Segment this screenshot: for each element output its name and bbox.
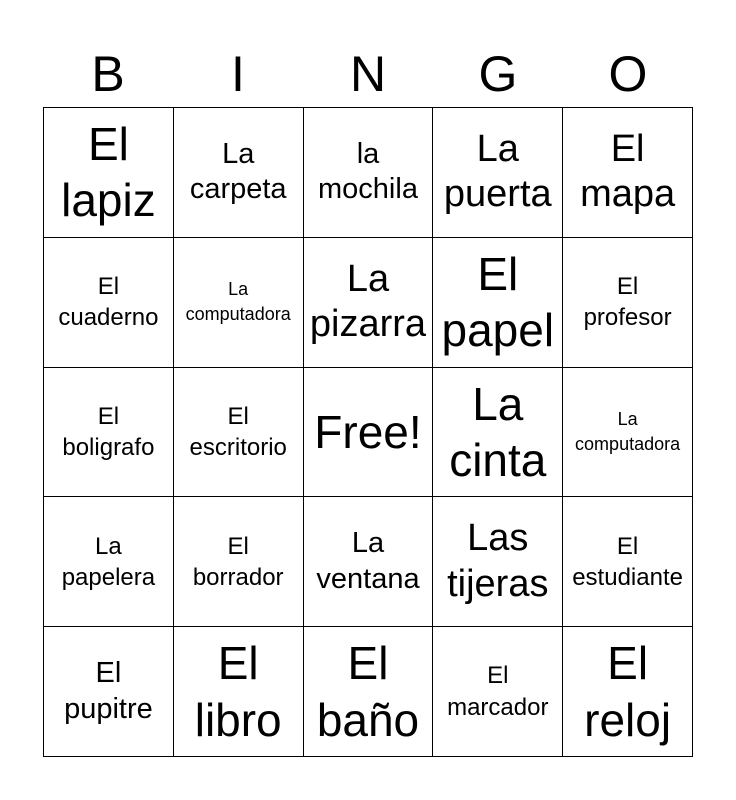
bingo-cell[interactable] — [304, 108, 434, 238]
cell-label: El baño — [316, 637, 420, 746]
cell-label: La computadora — [575, 408, 681, 454]
cell-label: El escritorio — [189, 402, 287, 461]
bingo-cell[interactable] — [44, 627, 174, 757]
cell-label: El lapiz — [61, 118, 156, 227]
cell-label: Free! — [314, 405, 422, 458]
bingo-cell[interactable] — [433, 108, 563, 238]
cell-label: La puerta — [443, 127, 552, 216]
free-space-cell[interactable] — [304, 368, 434, 498]
bingo-cell[interactable] — [174, 108, 304, 238]
bingo-cell[interactable] — [174, 497, 304, 627]
cell-label: la mochila — [318, 138, 418, 206]
cell-label: El papel — [441, 248, 555, 357]
bingo-cell[interactable] — [174, 627, 304, 757]
bingo-cell[interactable] — [174, 238, 304, 368]
header-letter-i: I — [231, 46, 245, 102]
cell-label: El pupitre — [64, 657, 153, 725]
cell-label: La ventana — [316, 527, 420, 595]
cell-label: El marcador — [447, 662, 549, 721]
cell-label: El reloj — [584, 637, 672, 746]
header-letter-b: B — [91, 46, 125, 102]
cell-label: El cuaderno — [58, 273, 159, 332]
bingo-header — [43, 40, 693, 108]
bingo-cell[interactable] — [563, 497, 693, 627]
bingo-cell[interactable] — [304, 627, 434, 757]
bingo-cell[interactable] — [304, 238, 434, 368]
bingo-cell[interactable] — [563, 368, 693, 498]
bingo-cell[interactable] — [44, 108, 174, 238]
cell-label: El boligrafo — [62, 402, 155, 461]
header-letter-n: N — [349, 46, 387, 102]
cell-label: El borrador — [192, 532, 284, 591]
cell-label: El profesor — [583, 273, 672, 332]
bingo-cell[interactable] — [433, 238, 563, 368]
bingo-cell[interactable] — [304, 497, 434, 627]
cell-label: La carpeta — [189, 138, 287, 206]
bingo-cell[interactable] — [174, 368, 304, 498]
cell-label: El estudiante — [572, 532, 683, 591]
cell-label: El libro — [194, 637, 282, 746]
bingo-cell[interactable] — [433, 497, 563, 627]
cell-label: El mapa — [580, 127, 676, 216]
bingo-cell[interactable] — [563, 627, 693, 757]
bingo-cell[interactable] — [433, 368, 563, 498]
bingo-cell[interactable] — [44, 497, 174, 627]
bingo-cell[interactable] — [433, 627, 563, 757]
bingo-cell[interactable] — [44, 368, 174, 498]
bingo-cell[interactable] — [563, 108, 693, 238]
header-letter-o: O — [608, 46, 648, 102]
cell-label: La computadora — [185, 279, 291, 325]
bingo-cell[interactable] — [563, 238, 693, 368]
header-letter-g: G — [478, 46, 518, 102]
cell-label: La pizarra — [309, 257, 427, 346]
bingo-cell[interactable] — [44, 238, 174, 368]
bingo-grid — [43, 107, 693, 757]
cell-label: La cinta — [449, 377, 547, 486]
cell-label: La papelera — [61, 532, 156, 591]
cell-label: Las tijeras — [447, 517, 549, 605]
